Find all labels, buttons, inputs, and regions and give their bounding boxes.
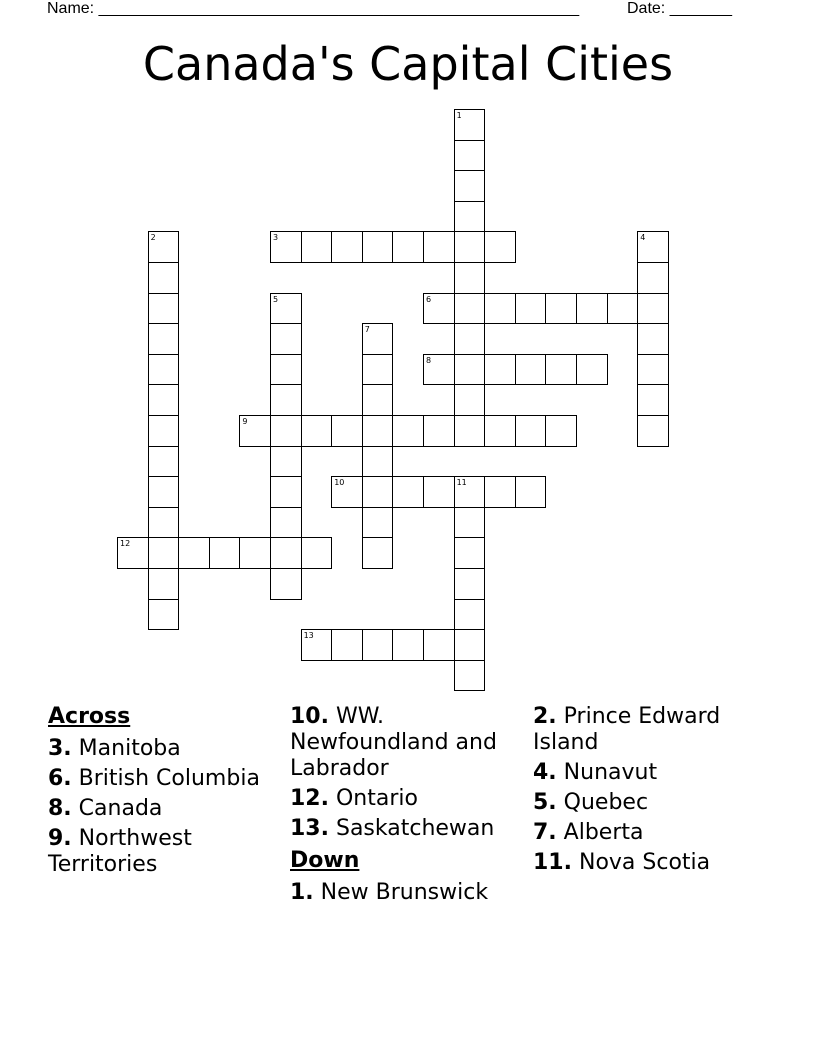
grid-cell[interactable]: [576, 354, 608, 386]
grid-cell[interactable]: [148, 323, 180, 355]
name-field[interactable]: Name: ______________________________________________________: [47, 0, 580, 17]
grid-cell[interactable]: [362, 323, 394, 355]
grid-cell[interactable]: [423, 415, 455, 447]
clues-column-3: [533, 704, 768, 880]
page-title: Canada's Capital Cities: [142, 37, 674, 91]
cell-number: 5: [273, 294, 279, 304]
grid-cell[interactable]: [148, 231, 180, 263]
grid-cell[interactable]: [423, 231, 455, 263]
clue-text: Northwest Territories: [48, 826, 192, 877]
grid-cell[interactable]: [148, 476, 180, 508]
grid-cell[interactable]: [484, 354, 516, 386]
grid-cell[interactable]: [362, 507, 394, 539]
cell-number: 6: [426, 294, 432, 304]
grid-cell[interactable]: [454, 507, 486, 539]
grid-cell[interactable]: [576, 293, 608, 325]
grid-cell[interactable]: [637, 262, 669, 294]
grid-cell[interactable]: [270, 293, 302, 325]
cell-number: 13: [303, 631, 314, 641]
grid-cell[interactable]: [454, 660, 486, 692]
grid-cell[interactable]: [454, 599, 486, 631]
grid-cell[interactable]: [148, 537, 180, 569]
grid-cell[interactable]: [454, 140, 486, 172]
grid-cell[interactable]: [607, 293, 639, 325]
grid-cell[interactable]: [454, 415, 486, 447]
cell-number: 10: [334, 478, 345, 488]
grid-cell[interactable]: [270, 537, 302, 569]
grid-cell[interactable]: [454, 109, 486, 141]
grid-cell[interactable]: [454, 231, 486, 263]
grid-cell[interactable]: [423, 476, 455, 508]
grid-cell[interactable]: [454, 568, 486, 600]
grid-cell[interactable]: [301, 537, 333, 569]
grid-cell[interactable]: [209, 537, 241, 569]
clue-text: WW. Newfoundland and Labrador: [290, 704, 497, 781]
grid-cell[interactable]: [270, 507, 302, 539]
grid-cell[interactable]: [637, 323, 669, 355]
grid-cell[interactable]: [454, 323, 486, 355]
grid-cell[interactable]: [148, 568, 180, 600]
down-heading: Down: [290, 848, 360, 873]
clue-number: 10.: [290, 704, 329, 729]
grid-cell[interactable]: [423, 354, 455, 386]
clue-number: 13.: [290, 816, 329, 841]
grid-cell[interactable]: [454, 537, 486, 569]
grid-cell[interactable]: [515, 354, 547, 386]
grid-cell[interactable]: [545, 415, 577, 447]
grid-cell[interactable]: [270, 568, 302, 600]
grid-cell[interactable]: [148, 507, 180, 539]
cell-number: 9: [242, 417, 248, 426]
grid-cell[interactable]: [270, 384, 302, 416]
grid-cell[interactable]: [484, 293, 516, 325]
grid-cell[interactable]: [637, 231, 669, 263]
grid-cell[interactable]: [637, 354, 669, 386]
grid-cell[interactable]: [148, 446, 180, 478]
grid-cell[interactable]: [484, 231, 516, 263]
grid-cell[interactable]: [454, 354, 486, 386]
grid-cell[interactable]: [239, 415, 271, 447]
grid-cell[interactable]: [362, 354, 394, 386]
grid-cell[interactable]: [148, 293, 180, 325]
clue-down-4: [533, 760, 768, 786]
clue-across-3: [48, 736, 283, 762]
grid-cell[interactable]: [301, 415, 333, 447]
cell-number: 2: [150, 233, 156, 243]
grid-cell[interactable]: [637, 384, 669, 416]
clues-column-2: [290, 704, 525, 910]
clue-text: Canada: [78, 796, 163, 821]
clue-text: British Columbia: [78, 766, 260, 791]
grid-cell[interactable]: [454, 384, 486, 416]
grid-cell[interactable]: [270, 354, 302, 386]
clue-down-11: [533, 850, 768, 876]
grid-cell[interactable]: [362, 231, 394, 263]
clue-text: Nunavut: [563, 760, 658, 785]
cell-number: 11: [456, 478, 467, 488]
grid-cell[interactable]: [362, 629, 394, 661]
grid-cell[interactable]: [484, 476, 516, 508]
grid-cell[interactable]: [515, 476, 547, 508]
grid-cell[interactable]: [423, 629, 455, 661]
grid-cell[interactable]: [178, 537, 210, 569]
clue-text: Ontario: [335, 786, 418, 811]
across-heading: Across: [48, 704, 131, 729]
grid-cell[interactable]: [545, 293, 577, 325]
clue-text: Prince Edward Island: [533, 704, 721, 755]
clue-text: Alberta: [563, 820, 644, 845]
grid-cell[interactable]: [148, 599, 180, 631]
grid-cell[interactable]: [454, 201, 486, 233]
clues-column-1: [48, 704, 283, 882]
grid-cell[interactable]: [148, 262, 180, 294]
clue-number: 5.: [533, 790, 557, 815]
clue-number: 12.: [290, 786, 329, 811]
grid-cell[interactable]: [331, 629, 363, 661]
clue-number: 3.: [48, 736, 72, 761]
grid-cell[interactable]: [515, 415, 547, 447]
cell-number: 1: [456, 111, 462, 120]
grid-cell[interactable]: [392, 231, 424, 263]
grid-cell[interactable]: [637, 293, 669, 325]
grid-cell[interactable]: [270, 446, 302, 478]
grid-cell[interactable]: [270, 415, 302, 447]
clue-number: 1.: [290, 880, 314, 905]
clue-across-8: [48, 796, 283, 822]
clue-text: Quebec: [563, 790, 649, 815]
grid-cell[interactable]: [423, 293, 455, 325]
clue-number: 4.: [533, 760, 557, 785]
clue-across-13: [290, 816, 525, 842]
grid-cell[interactable]: [545, 354, 577, 386]
clue-number: 6.: [48, 766, 72, 791]
grid-cell[interactable]: [270, 323, 302, 355]
grid-cell[interactable]: [301, 231, 333, 263]
grid-cell[interactable]: [117, 537, 149, 569]
grid-cell[interactable]: [484, 415, 516, 447]
clue-across-12: [290, 786, 525, 812]
cell-number: 3: [273, 233, 279, 243]
clue-down-7: [533, 820, 768, 846]
clue-down-5: [533, 790, 768, 816]
clue-number: 11.: [533, 850, 572, 875]
clue-number: 2.: [533, 704, 557, 729]
grid-cell[interactable]: [362, 384, 394, 416]
grid-cell[interactable]: [331, 231, 363, 263]
clue-text: New Brunswick: [320, 880, 489, 905]
clue-down-2: [533, 704, 768, 756]
grid-cell[interactable]: [454, 476, 486, 508]
clue-down-1: [290, 880, 525, 906]
grid-cell[interactable]: [515, 293, 547, 325]
clue-text: Nova Scotia: [578, 850, 711, 875]
grid-cell[interactable]: [637, 415, 669, 447]
cell-number: 8: [426, 355, 432, 365]
grid-cell[interactable]: [454, 629, 486, 661]
clue-across-10: [290, 704, 525, 782]
grid-cell[interactable]: [362, 476, 394, 508]
grid-cell[interactable]: [362, 415, 394, 447]
cell-number: 7: [364, 325, 370, 335]
grid-cell[interactable]: [148, 354, 180, 386]
clue-across-9: [48, 826, 283, 878]
grid-cell[interactable]: [392, 629, 424, 661]
grid-cell[interactable]: [270, 476, 302, 508]
cell-number: 12: [120, 539, 131, 549]
grid-cell[interactable]: [454, 293, 486, 325]
grid-cell[interactable]: [454, 170, 486, 202]
grid-cell[interactable]: [331, 415, 363, 447]
grid-cell[interactable]: [362, 537, 394, 569]
grid-cell[interactable]: [148, 415, 180, 447]
grid-cell[interactable]: [454, 262, 486, 294]
date-field[interactable]: Date: _______: [627, 0, 732, 17]
clue-number: 7.: [533, 820, 557, 845]
clue-text: Saskatchewan: [335, 816, 495, 841]
grid-cell[interactable]: [362, 446, 394, 478]
grid-cell[interactable]: [392, 415, 424, 447]
clue-across-6: [48, 766, 283, 792]
grid-cell[interactable]: [239, 537, 271, 569]
clue-text: Manitoba: [78, 736, 181, 761]
clue-number: 9.: [48, 826, 72, 851]
grid-cell[interactable]: [148, 384, 180, 416]
grid-cell[interactable]: [392, 476, 424, 508]
cell-number: 4: [640, 233, 646, 243]
grid-cell[interactable]: [301, 629, 333, 661]
grid-cell[interactable]: [270, 231, 302, 263]
grid-cell[interactable]: [331, 476, 363, 508]
clue-number: 8.: [48, 796, 72, 821]
